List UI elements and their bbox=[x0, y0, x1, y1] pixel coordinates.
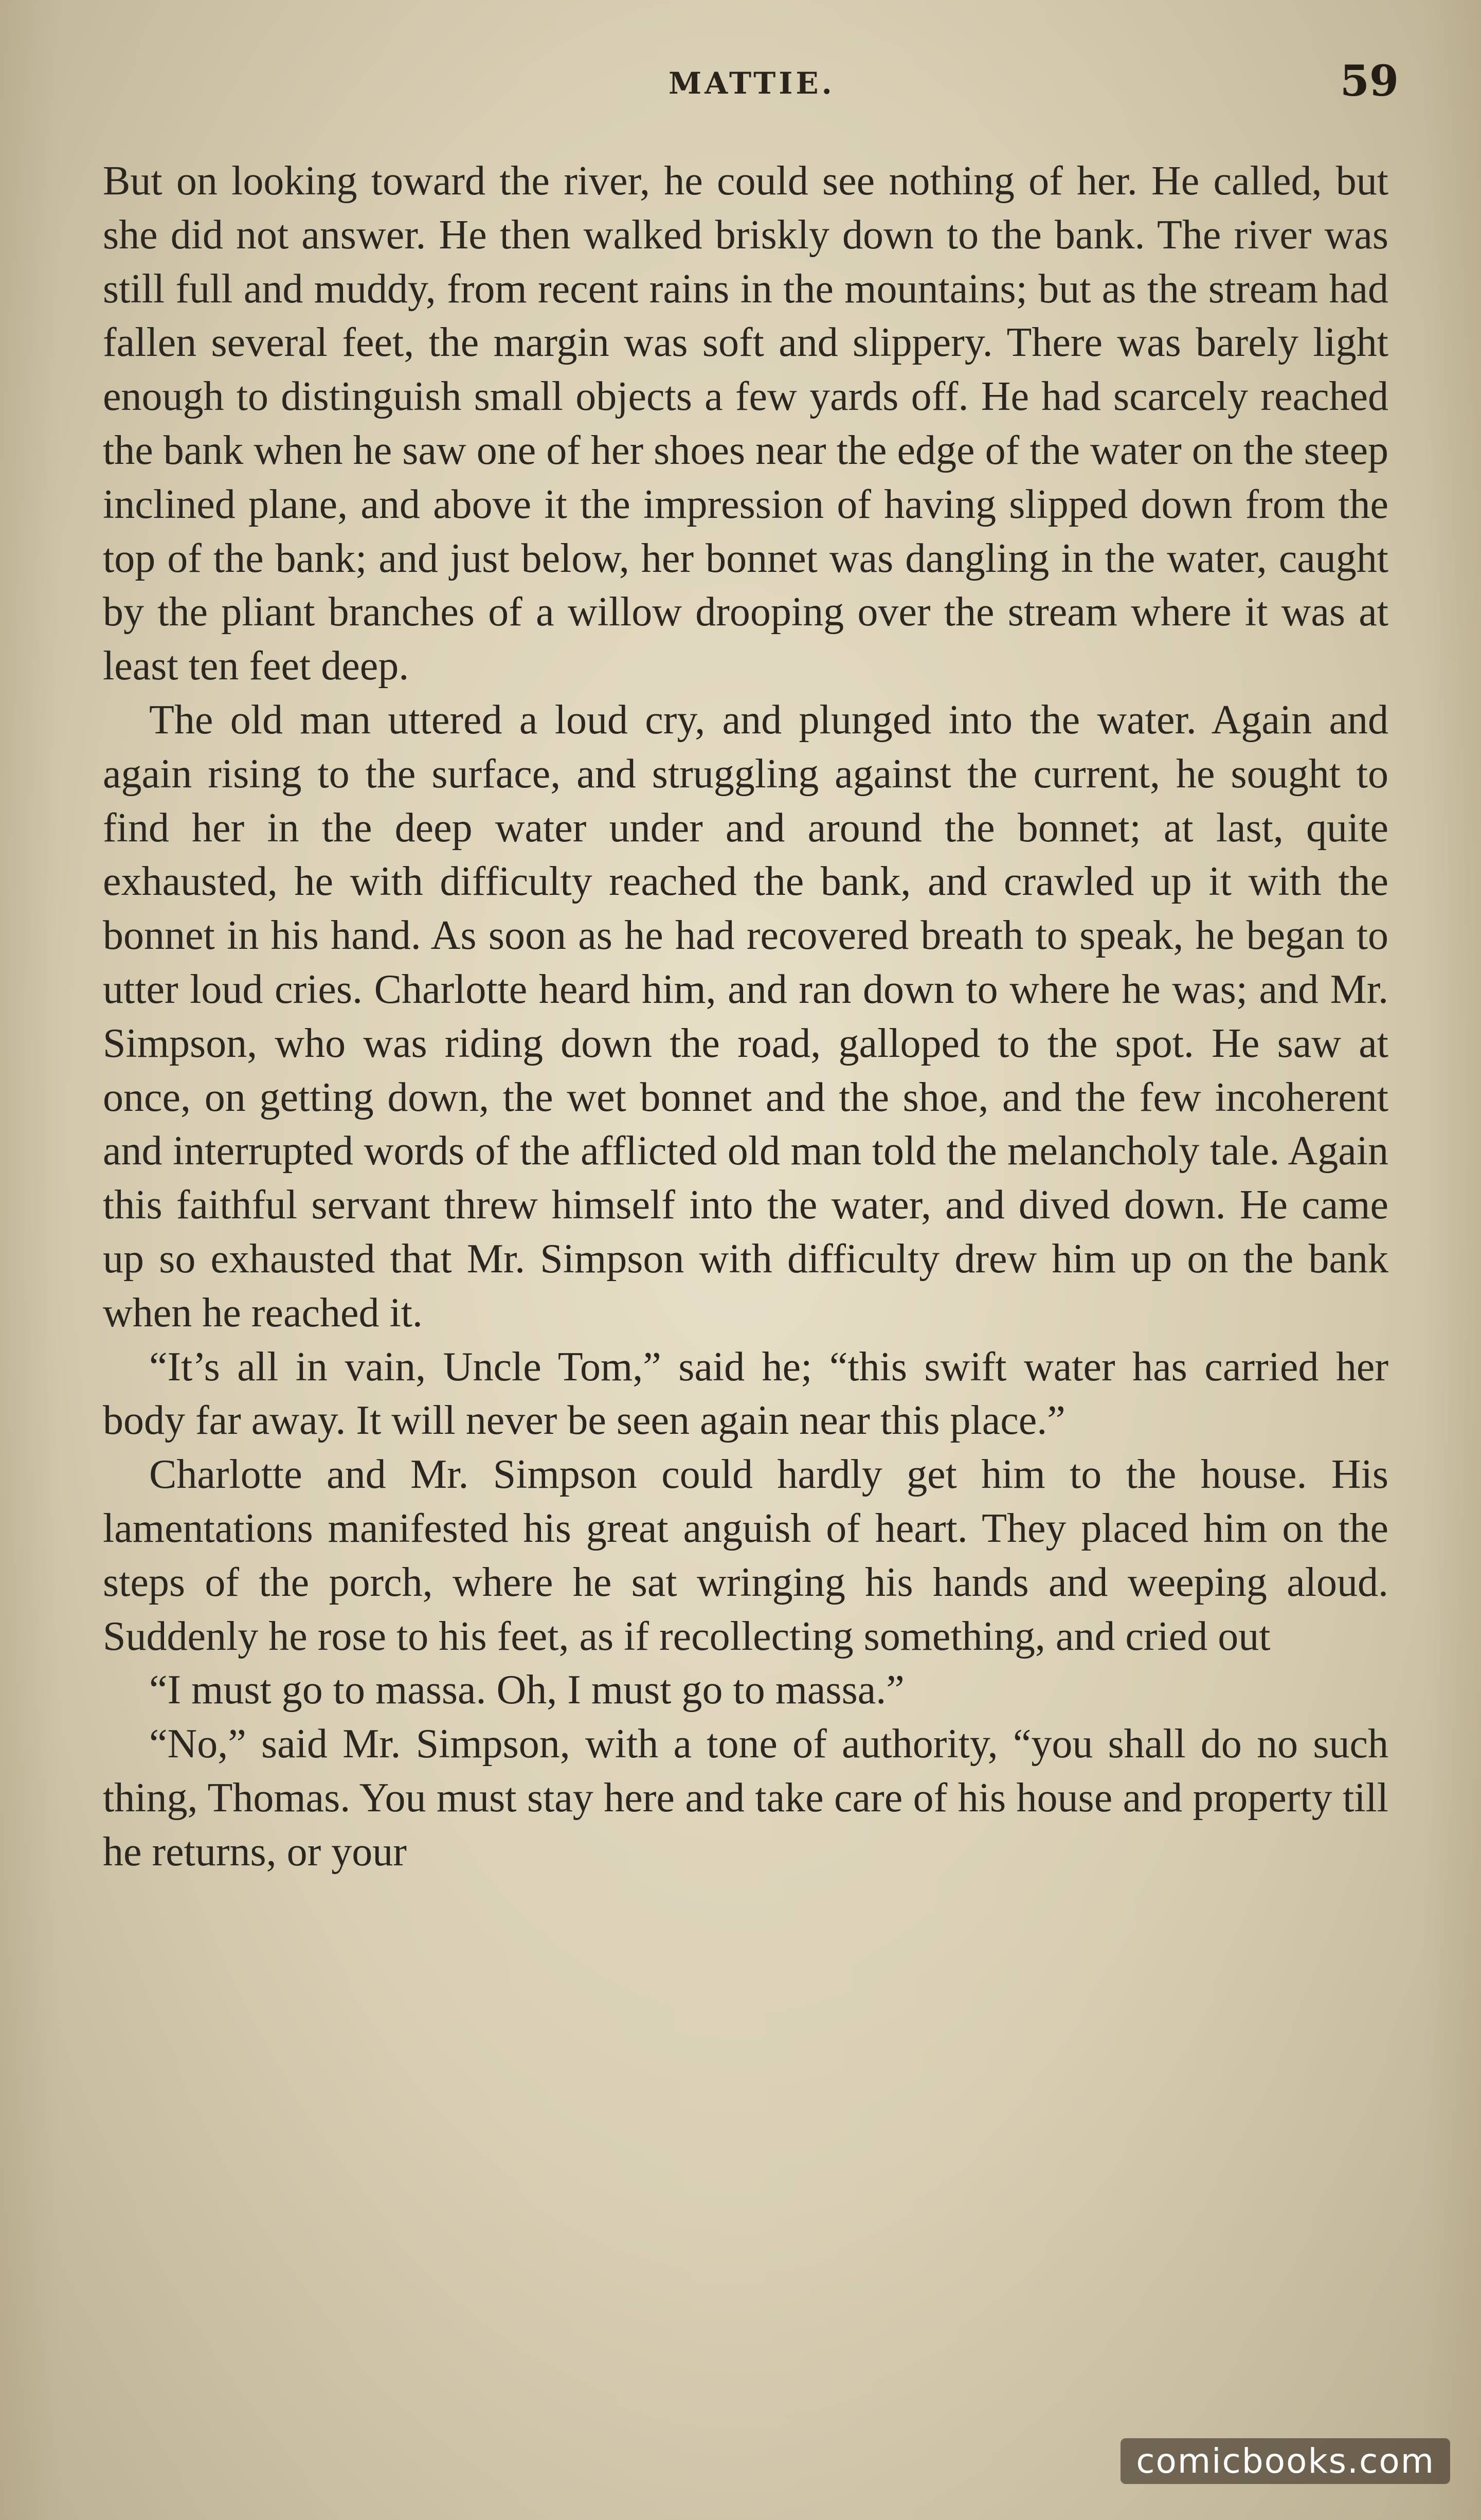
page-number: 59 bbox=[1340, 57, 1399, 106]
paragraph-4: Charlotte and Mr. Simpson could hardly get him to the house. His lamentations manifested his great anguish of heart. They placed him on the steps of the porch, where he sat wringing his hands and weeping aloud. Suddenly he rose to his feet, as if recollecting something, and cried out bbox=[103, 1452, 1388, 1659]
paragraph-5: “I must go to massa. Oh, I must go to massa.” bbox=[149, 1667, 905, 1713]
paragraph-6: “No,” said Mr. Simpson, with a tone of authority, “you shall do no such thing, Thomas. You must stay here and take care of his house and property till he returns, or your bbox=[103, 1721, 1388, 1875]
running-title: MATTIE. bbox=[669, 66, 835, 101]
watermark: comicbooks.com bbox=[1121, 2438, 1450, 2484]
running-header bbox=[0, 57, 1481, 118]
paragraph-3: “It’s all in vain, Uncle Tom,” said he; “this swift water has carried her body far away. It will never be seen again near this place.” bbox=[103, 1344, 1388, 1444]
paragraph-1: But on looking toward the river, he could see nothing of her. He called, but she did not answer. He then walked briskly down to the bank. The river was still full and muddy, from recent rains in the mountains; but as the stream had fallen several feet, the margin was soft and slippery. There was barely light enough to distinguish small objects a few yards off. He had scarcely reached the bank when he saw one of her shoes near the edge of the water on the steep inclined plane, and above it the impression of having slipped down from the top of the bank; and just below, her bonnet was dangling in the water, caught by the pliant branches of a willow drooping over the stream where it was at least ten feet deep. bbox=[103, 158, 1388, 689]
paragraph-2: The old man uttered a loud cry, and plunged into the water. Again and again rising to the surface, and struggling against the current, he sought to find her in the deep water under and around the bonnet; at last, quite exhausted, he with difficulty reached the bank, and crawled up it with the bonnet in his hand. As soon as he had recovered breath to speak, he began to utter loud cries. Charlotte heard him, and ran down to where he was; and Mr. Simpson, who was riding down the road, galloped to the spot. He saw at once, on getting down, the wet bonnet and the shoe, and the few incoherent and interrupted words of the afflicted old man told the melancholy tale. Again this faithful servant threw himself into the water, and dived down. He came up so exhausted that Mr. Simpson with difficulty drew him up on the bank when he reached it. bbox=[103, 697, 1388, 1336]
body-text bbox=[103, 154, 1388, 1879]
